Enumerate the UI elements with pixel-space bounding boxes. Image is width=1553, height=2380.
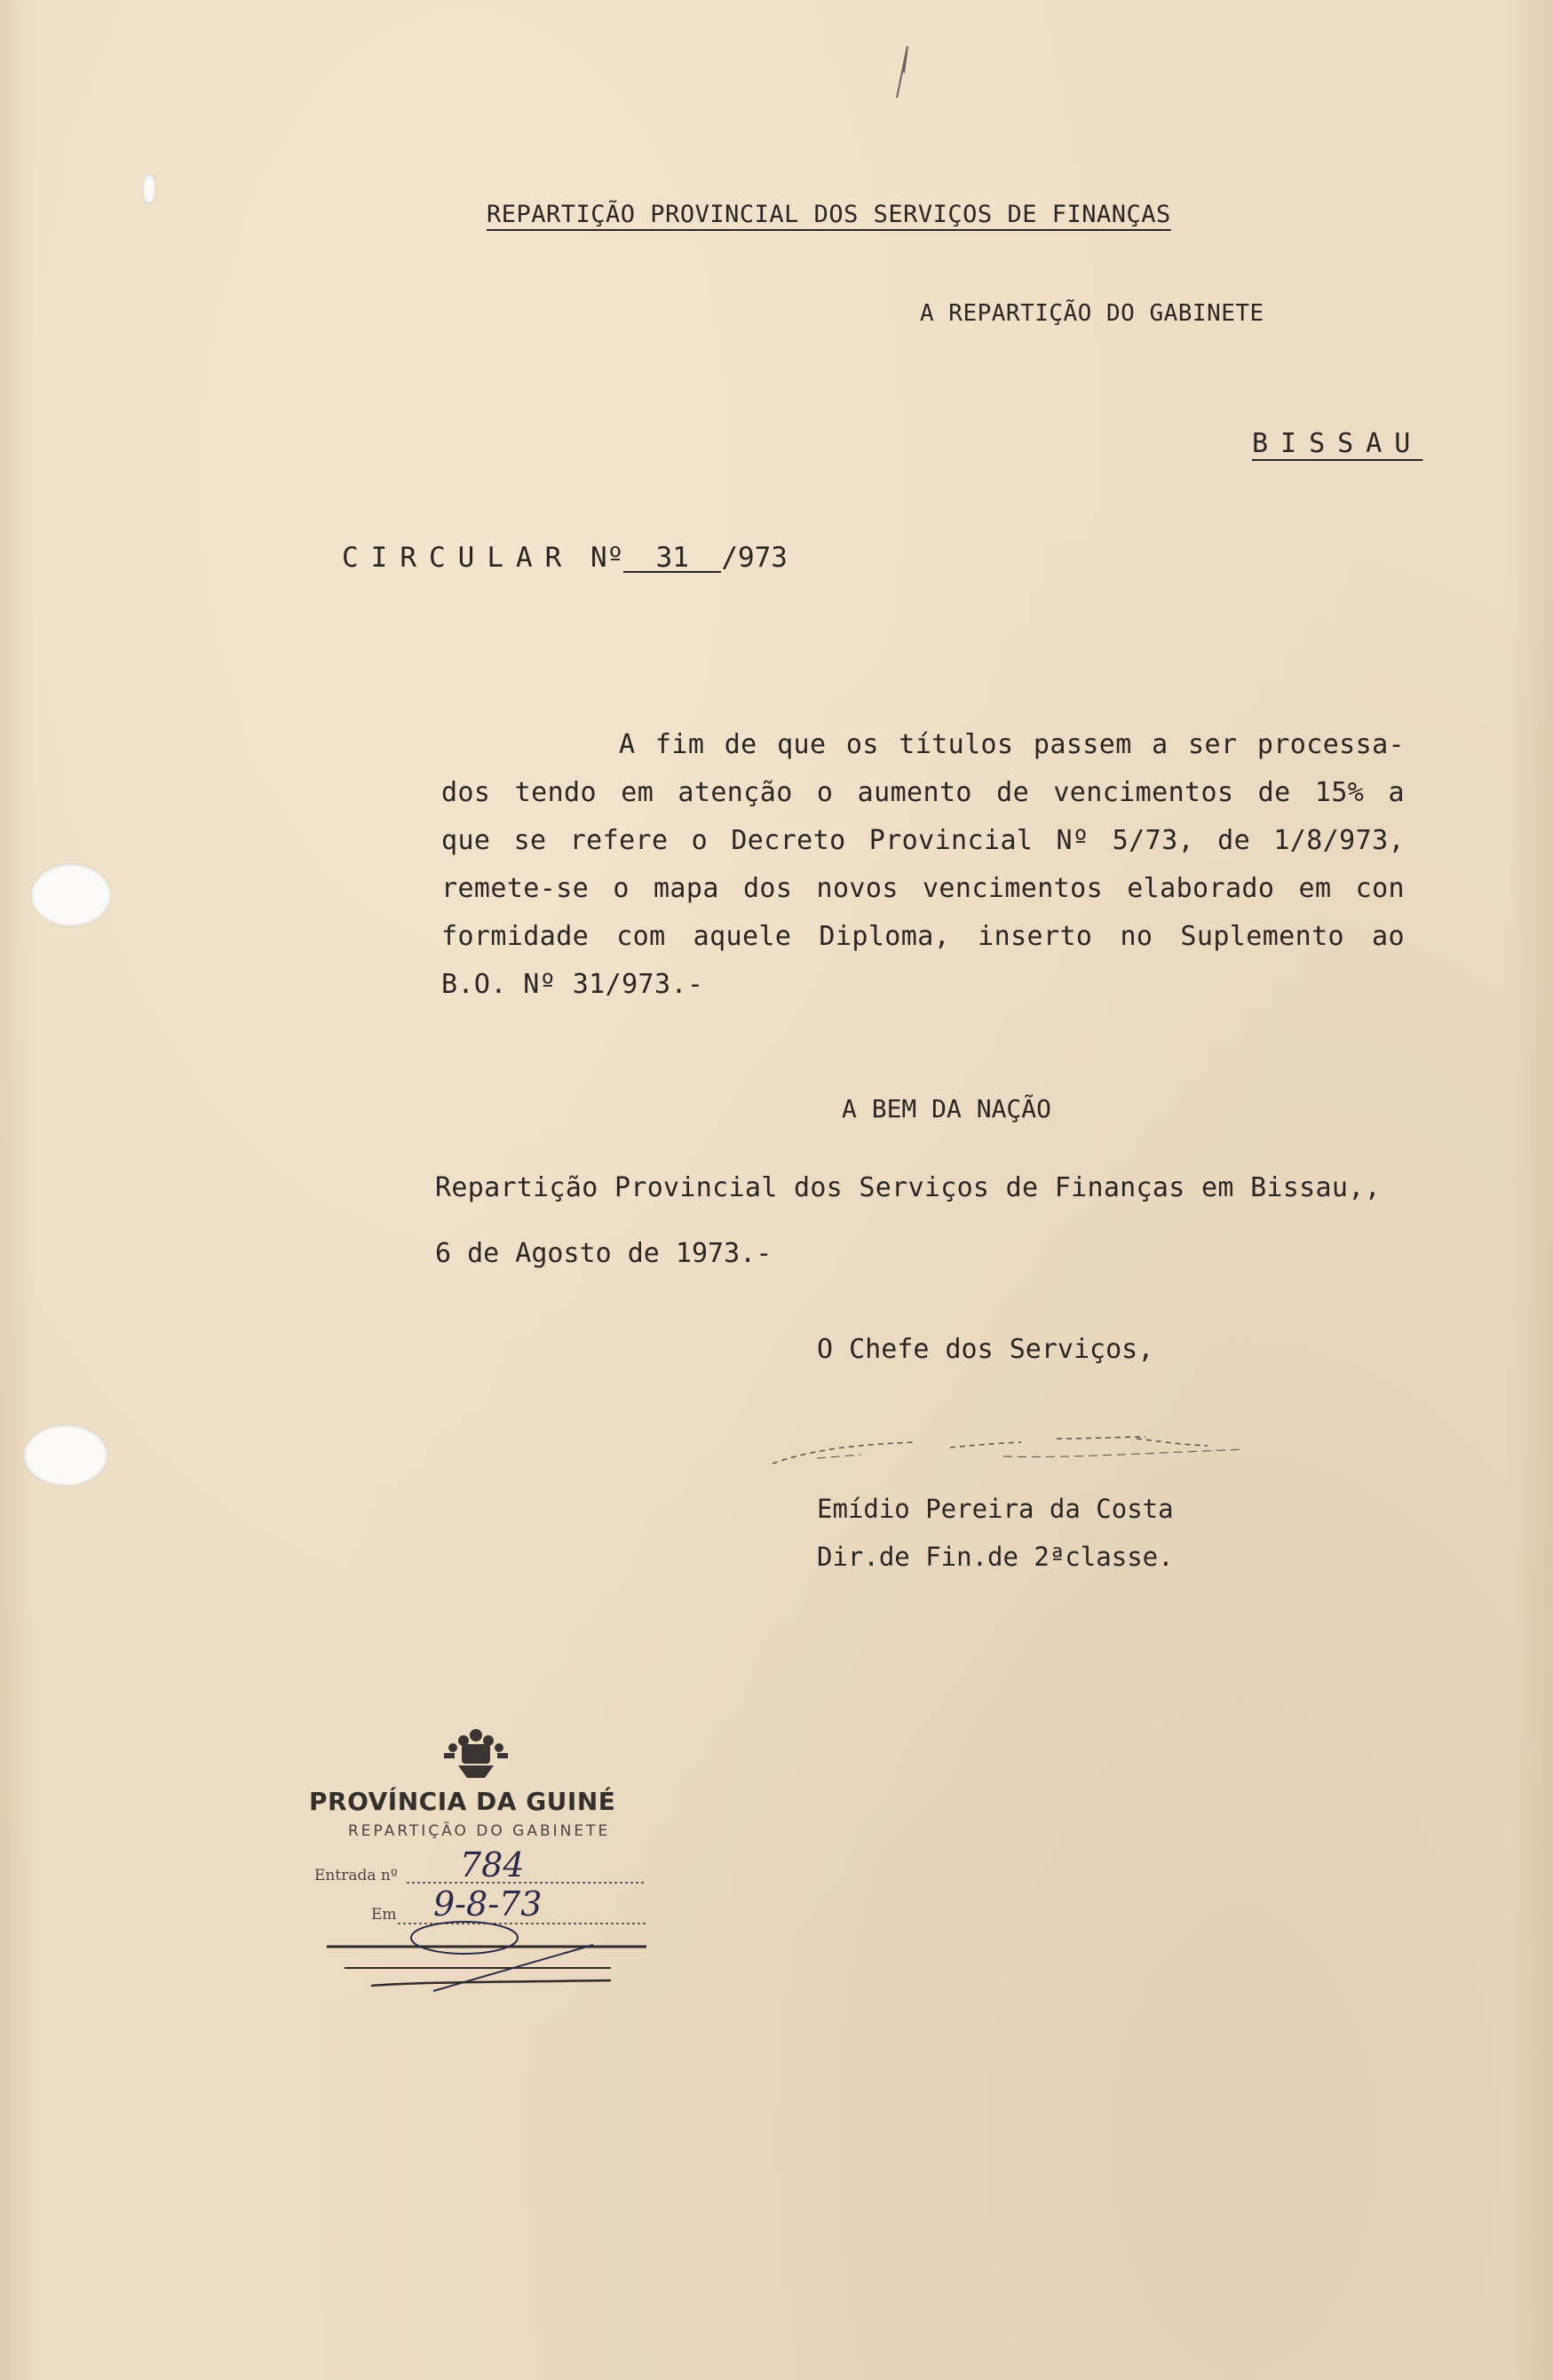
stamp-province: PROVÍNCIA DA GUINÉ [309, 1787, 616, 1816]
circular-number-prefix: Nº [590, 542, 624, 574]
body-line: que se refere o Decreto Provincial Nº 5/73, de 1/8/973, [441, 825, 1405, 856]
circular-number: 31 [623, 544, 721, 573]
signer-name: Emídio Pereira da Costa [817, 1494, 1174, 1524]
stamp-rules [309, 1714, 664, 2034]
punch-hole-lower [23, 1424, 108, 1487]
city-line: BISSAU [1252, 428, 1423, 459]
circular-year: /973 [721, 542, 788, 574]
tear-mark [142, 174, 156, 204]
circular-reference [342, 542, 788, 574]
stamp-office: REPARTIÇÃO DO GABINETE [348, 1822, 611, 1840]
body-paragraph [441, 721, 1405, 1009]
body-line: remete-se o mapa dos novos vencimentos elaborado em con [441, 873, 1405, 904]
signature-mark [764, 1412, 1261, 1483]
body-line: A fim de que os títulos passem a ser processa- [619, 729, 1405, 760]
punch-hole-upper [30, 863, 112, 927]
date-line: 6 de Agosto de 1973.- [435, 1238, 773, 1269]
chief-title: O Chefe dos Serviços, [817, 1334, 1154, 1365]
stamp-entry-value: 784 [460, 1845, 525, 1884]
body-line: dos tendo em atenção o aumento de vencimentos de 15% a [441, 777, 1405, 808]
recipient-line: A REPARTIÇÃO DO GABINETE [920, 300, 1264, 327]
body-line: formidade com aquele Diploma, inserto no Suplemento ao [441, 921, 1405, 952]
signer-rank: Dir.de Fin.de 2ªclasse. [817, 1542, 1174, 1572]
department-heading: REPARTIÇÃO PROVINCIAL DOS SERVIÇOS DE FINANÇAS [487, 201, 1171, 228]
stamp-date-label: Em [371, 1906, 397, 1924]
circular-label: CIRCULAR [342, 542, 574, 574]
place-line: Repartição Provincial dos Serviços de Finanças em Bissau,, [435, 1172, 1381, 1203]
folio-mark [888, 36, 915, 107]
stamp-date-value: 9-8-73 [433, 1884, 543, 1924]
body-line: B.O. Nº 31/973.- [441, 969, 704, 1000]
registry-stamp [309, 1714, 664, 2034]
stamp-entry-label: Entrada nº [314, 1867, 398, 1884]
salutation: A BEM DA NAÇÃO [842, 1094, 1052, 1123]
